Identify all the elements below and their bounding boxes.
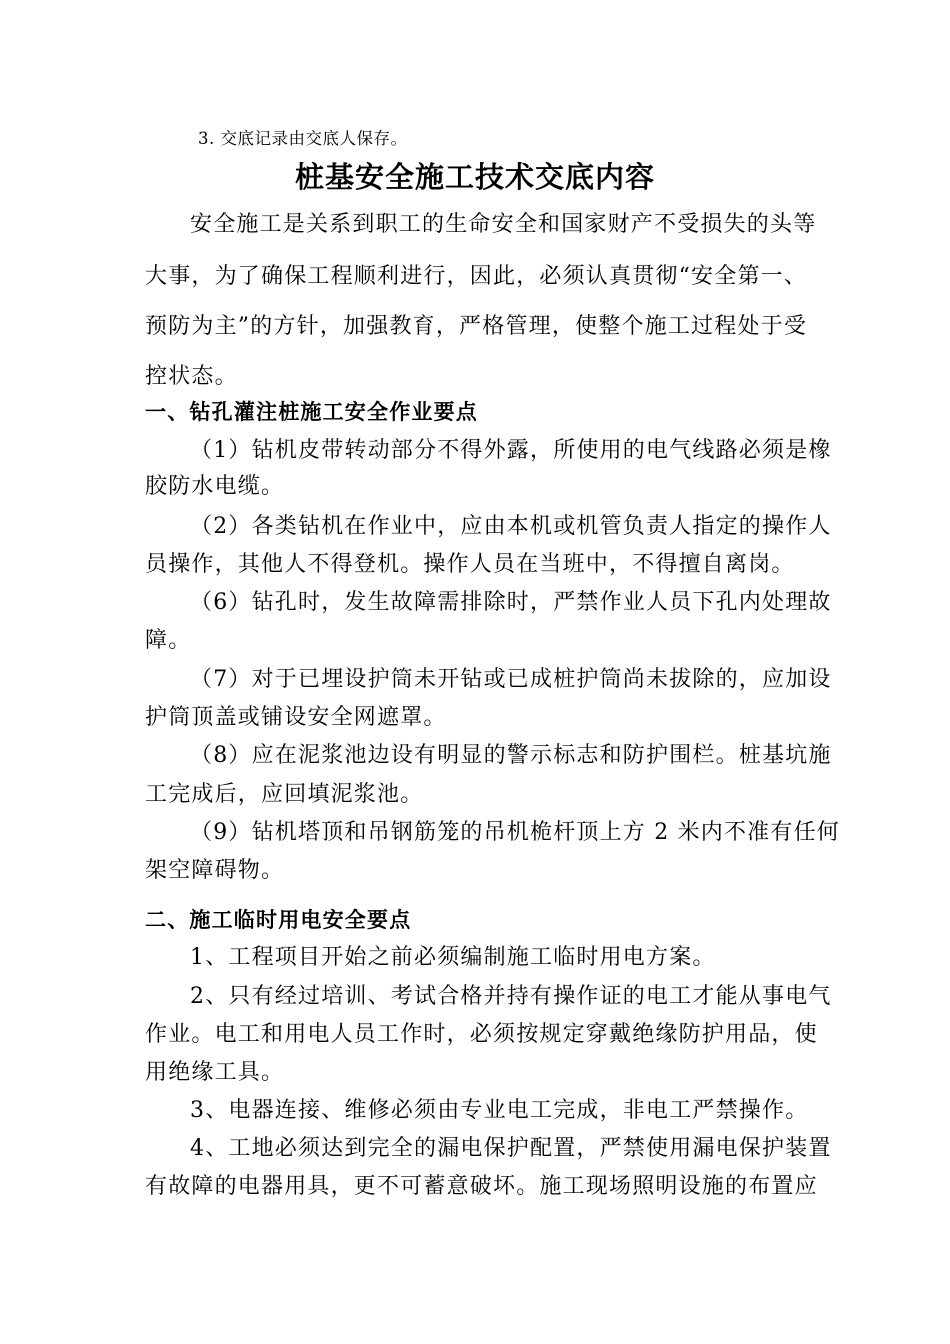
paragraph-line: （9）钻机塔顶和吊钢筋笼的吊机桅杆顶上方 2 米内不准有任何 <box>190 820 840 845</box>
note-line: 3. 交底记录由交底人保存。 <box>198 129 408 148</box>
intro-line: 安全施工是关系到职工的生命安全和国家财产不受损失的头等 <box>190 212 817 237</box>
paragraph-line: 有故障的电器用具，更不可蓄意破坏。施工现场照明设施的布置应 <box>145 1174 818 1199</box>
paragraph-line: 2、只有经过培训、考试合格并持有操作证的电工才能从事电气 <box>190 984 832 1009</box>
paragraph-line: 架空障碍物。 <box>145 858 285 883</box>
section-heading: 二、施工临时用电安全要点 <box>145 907 412 932</box>
paragraph-line: 胶防水电缆。 <box>145 474 285 499</box>
paragraph-line: （2）各类钻机在作业中，应由本机或机管负责人指定的操作人 <box>190 514 832 539</box>
document-title: 桩基安全施工技术交底内容 <box>294 160 655 194</box>
paragraph-line: （7）对于已埋设护筒未开钻或已成桩护筒尚未拔除的，应加设 <box>190 667 832 692</box>
paragraph-line: 用绝缘工具。 <box>145 1060 285 1085</box>
paragraph-line: 护筒顶盖或铺设安全网遮罩。 <box>145 705 447 730</box>
paragraph-line: 障。 <box>145 628 192 653</box>
paragraph-line: 1、工程项目开始之前必须编制施工临时用电方案。 <box>190 945 716 970</box>
paragraph-line: （8）应在泥浆池边设有明显的警示标志和防护围栏。桩基坑施 <box>190 743 832 768</box>
paragraph-line: 3、电器连接、维修必须由专业电工完成，非电工严禁操作。 <box>190 1098 809 1123</box>
intro-line: 预防为主”的方针，加强教育，严格管理，使整个施工过程处于受 <box>145 314 808 339</box>
paragraph-line: 4、工地必须达到完全的漏电保护配置，严禁使用漏电保护装置 <box>190 1136 832 1161</box>
section-heading: 一、钻孔灌注桩施工安全作业要点 <box>145 399 478 424</box>
paragraph-line: 工完成后，应回填泥浆池。 <box>145 782 424 807</box>
intro-line: 大事，为了确保工程顺利进行，因此，必须认真贯彻“安全第一、 <box>145 264 808 289</box>
paragraph-line: （1）钻机皮带转动部分不得外露，所使用的电气线路必须是橡 <box>190 438 832 463</box>
paragraph-line: （6）钻孔时，发生故障需排除时，严禁作业人员下孔内处理故 <box>190 590 832 615</box>
paragraph-line: 作业。电工和用电人员工作时，必须按规定穿戴绝缘防护用品，使 <box>145 1022 818 1047</box>
paragraph-line: 员操作，其他人不得登机。操作人员在当班中，不得擅自离岗。 <box>145 552 795 577</box>
intro-line: 控状态。 <box>145 364 238 389</box>
